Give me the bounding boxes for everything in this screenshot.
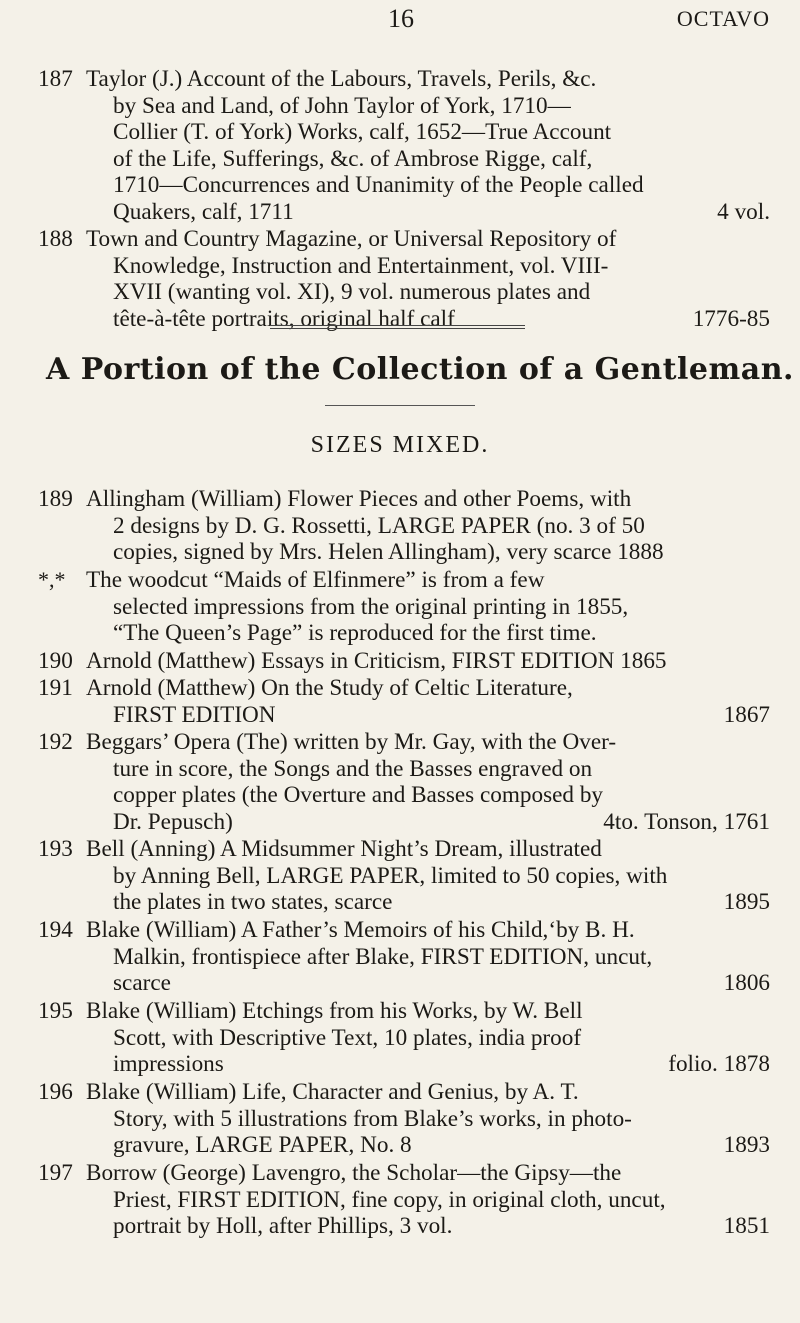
entry-line: by Sea and Land, of John Taylor of York, 1710— [113,92,571,119]
page-number: 16 [388,4,414,33]
lot-number: 193 [38,836,73,862]
entry-line: selected impressions from the original printing in 1855, [113,593,629,620]
lot-number: 194 [38,917,73,943]
entry-date: 1893 [723,1132,770,1158]
entry-line: Scott, with Descriptive Text, 10 plates, india proof [113,1024,582,1051]
entry-line: Bell (Anning) A Midsummer Night’s Dream, illustrated [86,836,602,862]
entry-date: 1851 [723,1213,770,1239]
lot-number: 187 [38,66,73,92]
entry-line: 1710—Concurrences and Unanimity of the People called [113,172,644,198]
entry-line: 2 designs by D. G. Rossetti, LARGE PAPER (no. 3 of 50 [113,512,645,539]
entry-line: The woodcut “Maids of Elfinmere” is from a few [86,567,545,593]
entry-line: “The Queen’s Page” is reproduced for the first time. [113,620,597,646]
lot-number: 190 [38,648,73,674]
sizes-heading: SIZES MIXED. [310,432,490,458]
lot-number: 188 [38,226,73,252]
lot-number: 195 [38,998,73,1024]
entry-line: Allingham (William) Flower Pieces and other Poems, with [86,486,632,512]
lot-number: 191 [38,675,73,701]
section-label: OCTAVO [676,6,770,31]
entry-date: 1776-85 [692,305,770,332]
page-header [0,4,800,44]
entry-line: Borrow (George) Lavengro, the Scholar—the Gipsy—the [86,1160,622,1186]
entry-line: Arnold (Matthew) Essays in Criticism, FIRST EDITION 1865 [86,648,667,674]
entry-line: by Anning Bell, LARGE PAPER, limited to 50 copies, with [113,862,668,889]
entry-line: of the Life, Sufferings, &c. of Ambrose Rigge, calf, [113,145,593,172]
divider-rule [325,405,475,406]
entry-line: gravure, LARGE PAPER, No. 8 1893 [113,1132,770,1158]
entry-line: Priest, FIRST EDITION, fine copy, in original cloth, uncut, [113,1186,666,1213]
entry-date: 4 vol. [717,198,770,225]
entry-line: impressions folio. 1878 [113,1051,770,1077]
entry-line: Taylor (J.) Account of the Labours, Travels, Perils, &c. [86,66,597,92]
entry-date: 1867 [723,701,770,728]
entry-line: Dr. Pepusch) 4to. Tonson, 1761 [113,808,770,835]
entry-date: 1806 [723,970,770,996]
entry-line: portrait by Holl, after Phillips, 3 vol. 1851 [113,1213,770,1239]
entry-date: folio. 1878 [668,1051,770,1077]
divider-rule [270,325,525,329]
lot-number: 196 [38,1079,73,1105]
entry-line: Collier (T. of York) Works, calf, 1652—True Account [113,119,612,145]
entry-line: Quakers, calf, 1711 4 vol. [113,198,770,225]
entry-line: XVII (wanting vol. XI), 9 vol. numerous plates and [113,279,591,305]
entry-line: Knowledge, Instruction and Entertainment, vol. VIII- [113,252,609,279]
entry-line: tête-à-tête portraits, original half calf 1776-85 [113,305,770,332]
entry-line: Blake (William) Etchings from his Works, by W. Bell [86,998,583,1024]
entry-line: copies, signed by Mrs. Helen Allingham), very scarce 1888 [113,539,664,565]
entry-line: Town and Country Magazine, or Universal Repository of [86,226,617,252]
lot-number: 197 [38,1160,73,1186]
entry-date: 4to. Tonson, 1761 [603,808,770,835]
entry-line: copper plates (the Overture and Basses composed by [113,782,604,808]
entry-line: the plates in two states, scarce 1895 [113,889,770,915]
lot-number: 192 [38,729,73,755]
entry-line: Beggars’ Opera (The) written by Mr. Gay, with the Over- [86,729,617,755]
asterism-icon: *,* [38,567,66,592]
collection-heading: A Portion of the Collection of a Gentleman. [46,352,794,387]
entry-line: Arnold (Matthew) On the Study of Celtic Literature, [86,675,573,701]
entry-date: 1895 [723,889,770,915]
entry-line: Malkin, frontispiece after Blake, FIRST EDITION, uncut, [113,943,653,970]
entry-line: Story, with 5 illustrations from Blake’s works, in photo- [113,1105,632,1132]
entry-line: Blake (William) Life, Character and Genius, by A. T. [86,1079,579,1105]
entry-line: FIRST EDITION 1867 [113,701,770,728]
lot-number: 189 [38,486,73,512]
entry-line: Blake (William) A Father’s Memoirs of his Child,‘by B. H. [86,917,635,943]
entry-line: scarce 1806 [113,970,770,996]
entry-line: ture in score, the Songs and the Basses engraved on [113,755,593,782]
